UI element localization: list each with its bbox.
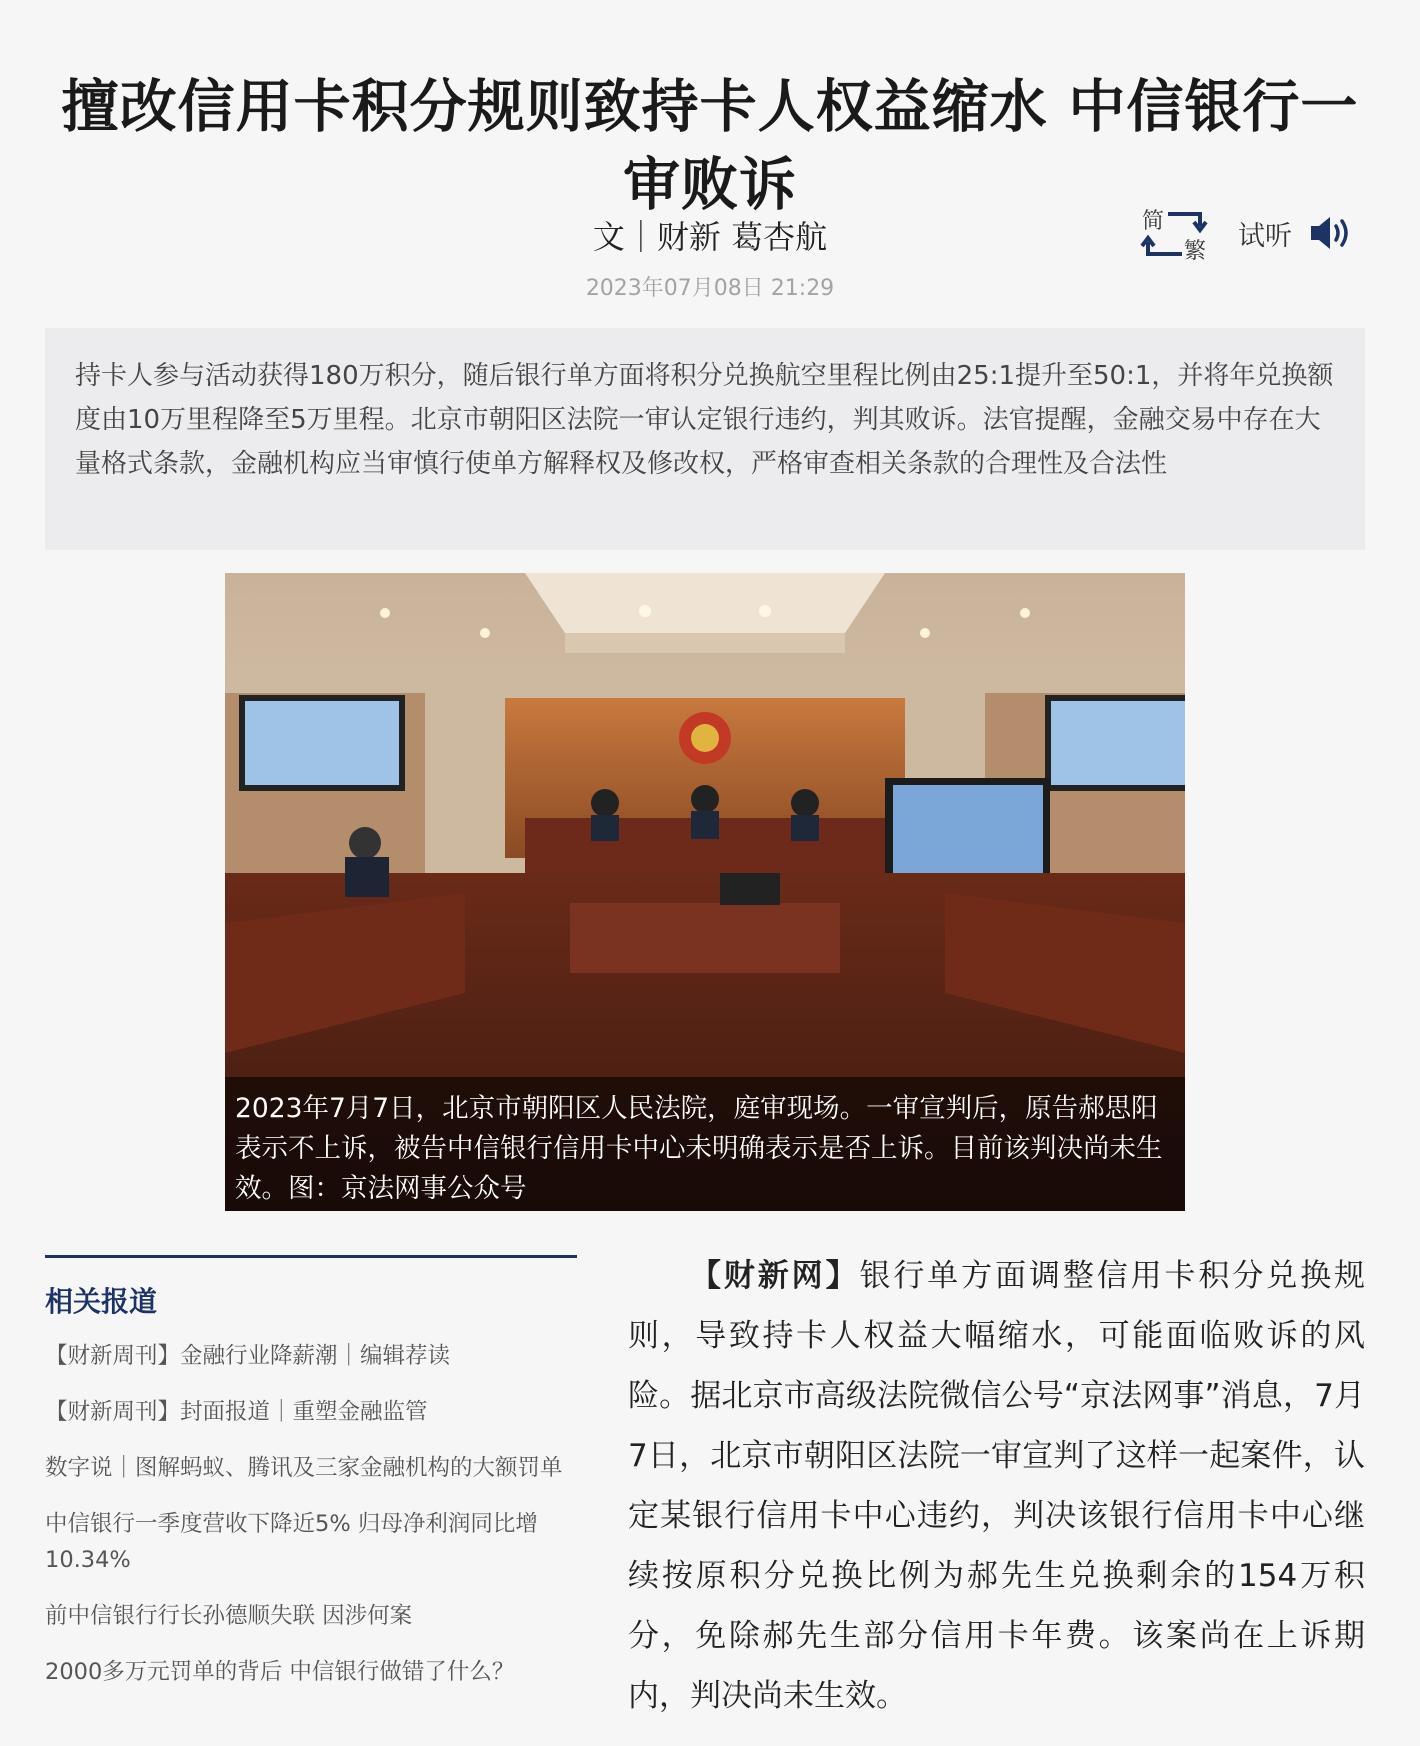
listen-button[interactable]: 试听 <box>1238 220 1292 252</box>
courtroom-photo <box>225 573 1185 1211</box>
photo-caption: 2023年7月7日，北京市朝阳区人民法院，庭审现场。一审宣判后，原告郝思阳表示不上诉，被告中信银行信用卡中心未明确表示是否上诉。目前该判决尚未生效。图：京法网事公众号 <box>225 1077 1185 1211</box>
related-reports <box>45 1255 577 1710</box>
related-heading: 相关报道 <box>45 1285 158 1318</box>
related-link[interactable]: 【财新周刊】封面报道｜重塑金融监管 <box>45 1399 428 1425</box>
byline: 文｜财新 葛杏航 <box>592 218 828 256</box>
related-link[interactable]: 2000多万元罚单的背后 中信银行做错了什么？ <box>45 1659 515 1685</box>
article-body <box>628 1246 1365 1726</box>
related-link[interactable]: 数字说｜图解蚂蚁、腾讯及三家金融机构的大额罚单 <box>45 1455 563 1481</box>
simplified-traditional-toggle-icon[interactable] <box>1138 204 1216 262</box>
related-link[interactable]: 前中信银行行长孙德顺失联 因涉何案 <box>45 1603 413 1629</box>
traditional-label: 繁 <box>1184 239 1207 264</box>
speaker-icon[interactable] <box>1308 213 1354 253</box>
article-summary: 持卡人参与活动获得180万积分，随后银行单方面将积分兑换航空里程比例由25:1提升至50:1，并将年兑换额度由10万里程降至5万里程。北京市朝阳区法院一审认定银行违约，判其败诉。法官提醒，金融交易中存在大量格式条款，金融机构应当审慎行使单方解释权及修改权，严格审查相关条款的合理性及合法性 <box>45 328 1365 550</box>
related-list <box>45 1338 577 1690</box>
body-text: 银行单方面调整信用卡积分兑换规则，导致持卡人权益大幅缩水，可能面临败诉的风险。据北京市高级法院微信公号“京法网事”消息，7月7日，北京市朝阳区法院一审宣判了这样一起案件，认定某银行信用卡中心违约，判决该银行信用卡中心继续按原积分兑换比例为郝先生兑换剩余的154万积分，免除郝先生部分信用卡年费。该案尚在上诉期内，判决尚未生效。 <box>628 1258 1366 1714</box>
article-tools <box>1138 203 1354 263</box>
body-source: 【财新网】 <box>690 1258 860 1294</box>
related-link[interactable]: 【财新周刊】金融行业降薪潮｜编辑荐读 <box>45 1343 451 1369</box>
article-title: 擅改信用卡积分规则致持卡人权益缩水 中信银行一审败诉 <box>61 74 1359 219</box>
simplified-label: 简 <box>1142 209 1165 234</box>
related-link[interactable]: 中信银行一季度营收下降近5% 归母净利润同比增10.34% <box>45 1511 538 1573</box>
publish-date: 2023年07月08日 21:29 <box>585 276 835 301</box>
